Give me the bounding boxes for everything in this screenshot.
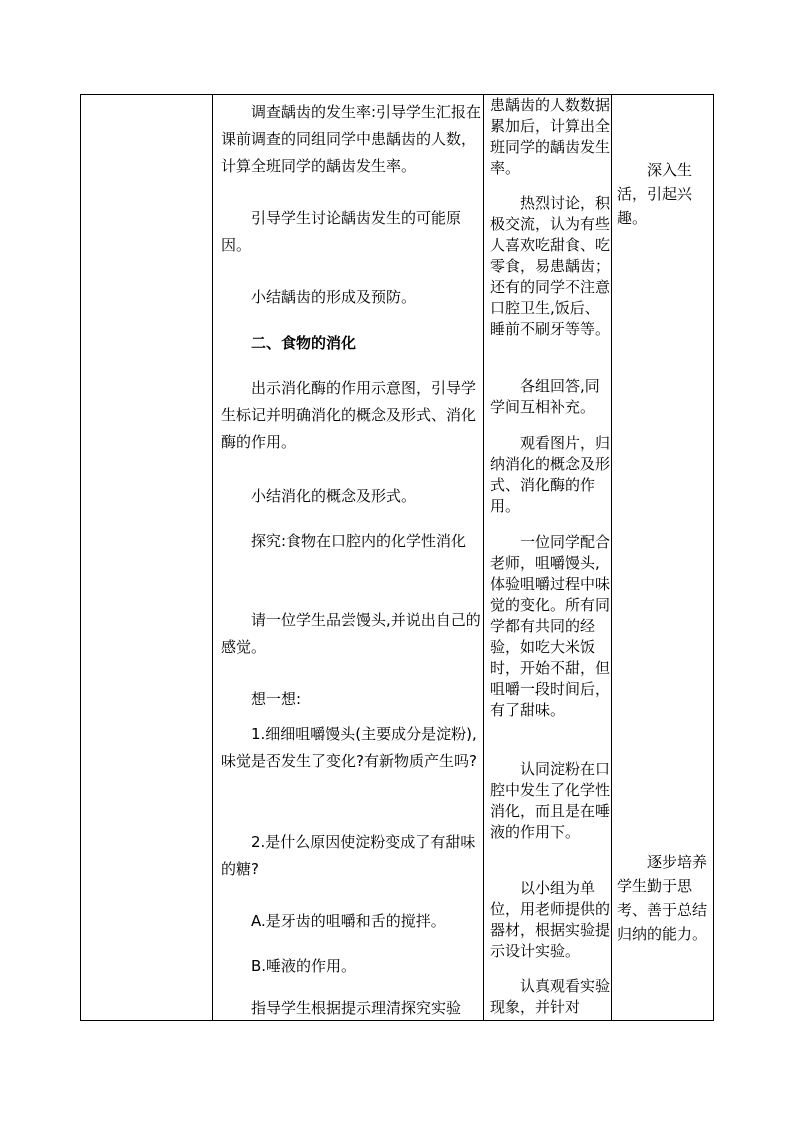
paragraph: 指导学生根据提示理清探究实验 bbox=[251, 999, 462, 1017]
paragraph: 请一位学生品尝馒头,并说出自己的感觉。 bbox=[221, 611, 481, 656]
paragraph: 观看图片，归纳消化的概念及形式、消化酶的作用。 bbox=[490, 434, 611, 515]
paragraph: 各组回答,同学间互相补充。 bbox=[490, 377, 600, 416]
paragraph: 逐步培养学生勤于思考、善于总结归纳的能力。 bbox=[617, 853, 708, 943]
paragraph: 深入生活，引起兴趣。 bbox=[617, 161, 693, 227]
paragraph: 想一想: bbox=[251, 690, 302, 708]
paragraph: A.是牙齿的咀嚼和舌的搅拌。 bbox=[251, 912, 446, 930]
stage-column bbox=[81, 95, 212, 1020]
section-heading: 二、食物的消化 bbox=[251, 334, 357, 352]
paragraph: 认同淀粉在口腔中发生了化学性消化，而且是在唾液的作用下。 bbox=[490, 760, 611, 841]
paragraph: 出示消化酶的作用示意图，引导学生标记并明确消化的概念及形式、消化酶的作用。 bbox=[221, 379, 477, 451]
paragraph: 探究:食物在口腔内的化学性消化 bbox=[251, 532, 467, 550]
paragraph: B.唾液的作用。 bbox=[251, 957, 357, 975]
lesson-table bbox=[80, 94, 714, 1021]
column-divider bbox=[212, 95, 213, 1020]
paragraph: 小结消化的概念及形式。 bbox=[251, 487, 417, 505]
paragraph: 2.是什么原因使淀粉变成了有甜味的糖? bbox=[221, 833, 476, 878]
paragraph: 1.细细咀嚼馒头(主要成分是淀粉),味觉是否发生了变化?有新物质产生吗? bbox=[221, 725, 477, 770]
paragraph: 以小组为单位，用老师提供的器材，根据实验提示设计实验。 bbox=[490, 879, 611, 960]
paragraph: 患龋齿的人数数据累加后，计算出全班同学的龋齿发生率。 bbox=[490, 96, 611, 177]
paragraph: 小结龋齿的形成及预防。 bbox=[251, 288, 417, 306]
paragraph: 认真观看实验现象，并针对 bbox=[490, 977, 611, 1016]
paragraph: 调查龋齿的发生率:引导学生汇报在课前调查的同组同学中患龋齿的人数，计算全班同学的龋齿发生率。 bbox=[221, 103, 482, 175]
paragraph: 引导学生讨论龋齿发生的可能原因。 bbox=[221, 209, 462, 254]
paragraph: 一位同学配合老师，咀嚼馒头,体验咀嚼过程中味觉的变化。所有同学都有共同的经验，如吃大米饭时，开始不甜，但咀嚼一段时间后，有了甜味。 bbox=[490, 533, 611, 719]
paragraph: 热烈讨论，积极交流，认为有些人喜欢吃甜食、吃零食，易患龋齿；还有的同学不注意口腔卫生,饭后、睡前不刷牙等等。 bbox=[490, 194, 611, 338]
